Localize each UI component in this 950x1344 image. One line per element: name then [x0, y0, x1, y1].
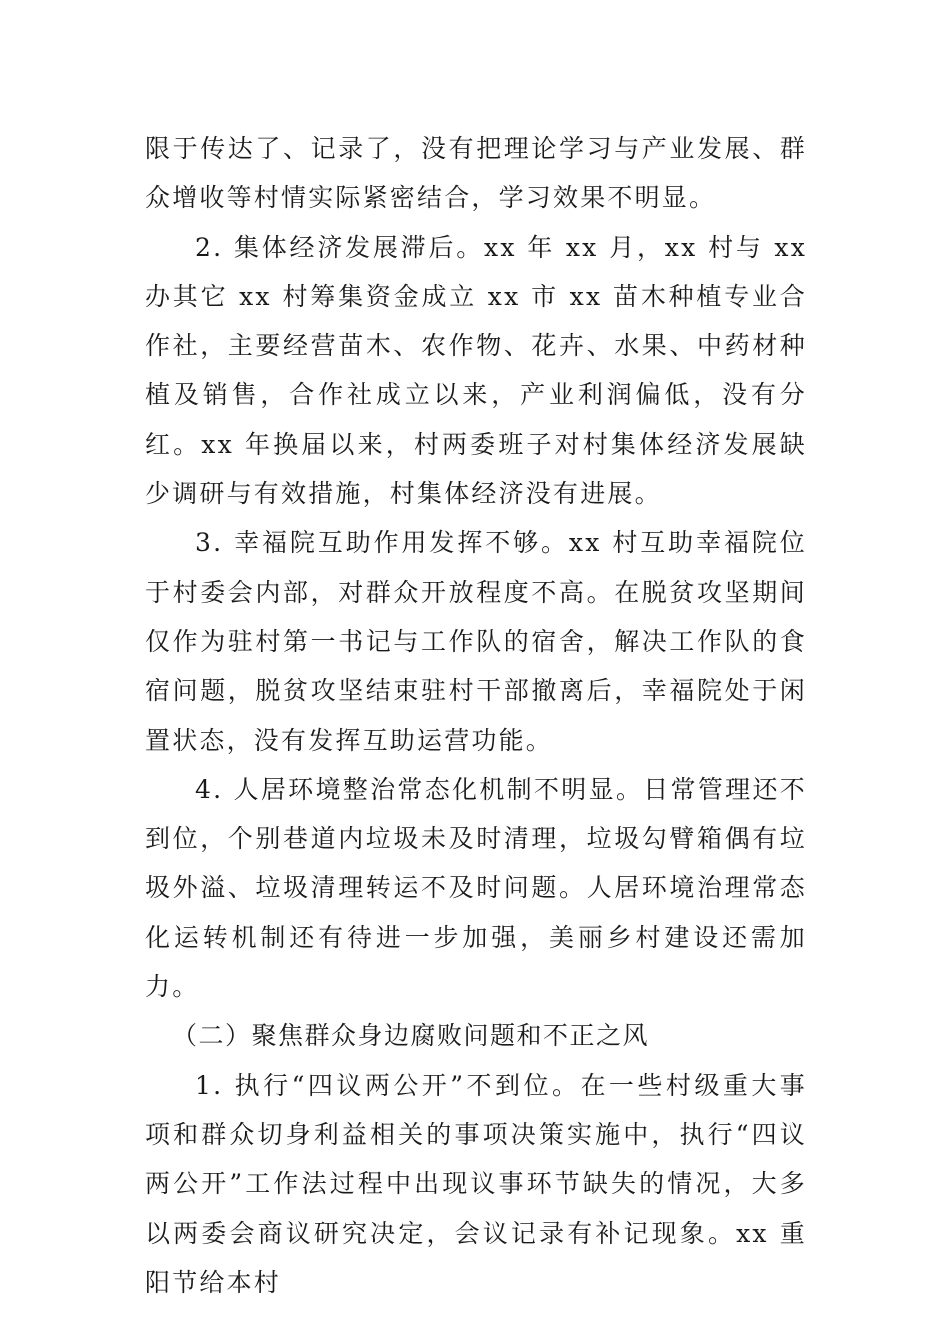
document-body: [145, 124, 807, 1307]
paragraph-item-2: 2. 集体经济发展滞后。xx 年 xx 月，xx 村与 xx 办其它 xx 村筹集资金成立 xx 市 xx 苗木种植专业合作社，主要经营苗木、农作物、花卉、水果、中药材种植及销售，合作社成立以来，产业利润偏低，没有分红。xx 年换届以来，村两委班子对村集体经济发展缺少调研与有效措施，村集体经济没有进展。: [145, 232, 807, 509]
paragraph-item-4: 4. 人居环境整治常态化机制不明显。日常管理还不到位，个别巷道内垃圾未及时清理，垃圾勾臂箱偶有垃圾外溢、垃圾清理转运不及时问题。人居环境治理常态化运转机制还有待进一步加强，美丽乡村建设还需加力。: [145, 774, 807, 1002]
paragraph-continuation: 限于传达了、记录了，没有把理论学习与产业发展、群众增收等村情实际紧密结合，学习效果不明显。: [145, 134, 807, 213]
paragraph-item-3: 3. 幸福院互助作用发挥不够。xx 村互助幸福院位于村委会内部，对群众开放程度不高。在脱贫攻坚期间仅作为驻村第一书记与工作队的宿舍，解决工作队的食宿问题，脱贫攻坚结束驻村干部撤离后，幸福院处于闲置状态，没有发挥互助运营功能。: [145, 528, 807, 755]
section-heading: （二）聚焦群众身边腐败问题和不正之风: [172, 1021, 650, 1051]
paragraph-item-1: 1. 执行“四议两公开”不到位。在一些村级重大事项和群众切身利益相关的事项决策实施中，执行“四议两公开”工作法过程中出现议事环节缺失的情况，大多以两委会商议研究决定，会议记录有补记现象。xx 重阳节给本村: [145, 1070, 807, 1297]
